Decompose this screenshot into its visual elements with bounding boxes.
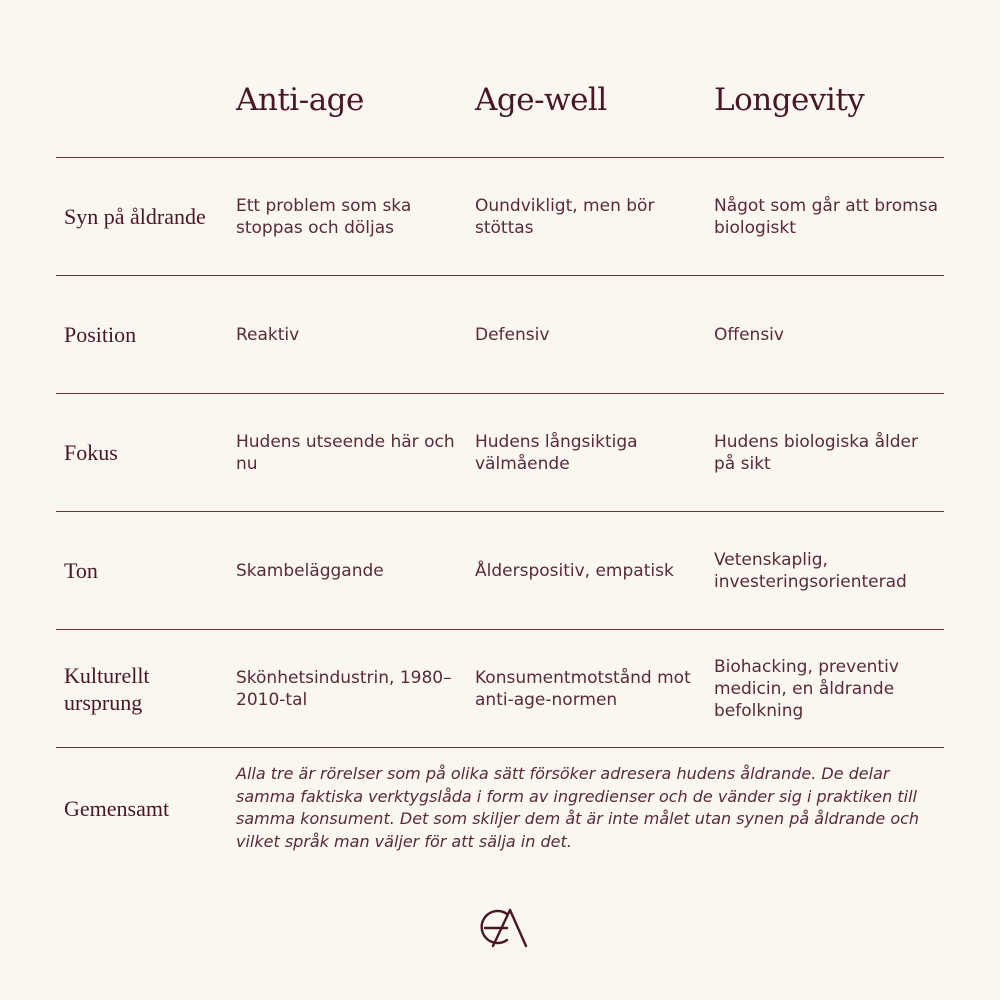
row-label: Kulturellt ursprung (64, 662, 150, 715)
table-row-fokus (56, 394, 944, 511)
row-label: Ton (64, 558, 98, 583)
cell-anti-age: Ett problem som ska stoppas och döljas (236, 195, 412, 238)
cell-anti-age: Skambeläggande (236, 560, 384, 581)
cell-age-well: Ålderspositiv, empatisk (475, 560, 674, 581)
row-label: Syn på åldrande (64, 204, 206, 229)
cell-age-well: Konsumentmotstånd mot anti-age-normen (475, 667, 691, 710)
cell-longevity: Hudens biologiska ålder på sikt (714, 431, 918, 474)
table-row-ton (56, 512, 944, 629)
table-row-position (56, 276, 944, 393)
cell-age-well: Hudens långsiktiga välmående (475, 431, 638, 474)
row-label: Position (64, 322, 137, 347)
cell-longevity: Biohacking, preventiv medicin, en åldrande befolkning (714, 656, 899, 721)
cell-anti-age: Hudens utseende här och nu (236, 431, 455, 474)
column-header-age-well: Age-well (475, 82, 607, 118)
common-description: Alla tre är rörelser som på olika sätt försöker adresera hudens åldrande. De delar samma faktiska verktygslåda i form av ingredienser och de vänder sig i praktiken till samma konsument. Det som skiljer dem åt är inte målet utan synen på åldrande och vilket språk man väljer för att sälja in det. (236, 764, 920, 851)
ga-monogram-icon (472, 906, 528, 950)
cell-anti-age: Reaktiv (236, 324, 300, 345)
cell-anti-age: Skönhetsindustrin, 1980–2010-tal (236, 667, 452, 710)
cell-longevity: Något som går att bromsa biologiskt (714, 195, 939, 238)
cell-age-well: Oundvikligt, men bör stöttas (475, 195, 655, 238)
table-row-gemensamt (56, 748, 944, 868)
cell-longevity: Vetenskaplig, investeringsorienterad (714, 549, 907, 592)
table-row-syn-pa-aldrande (56, 158, 944, 275)
table-row-kulturellt-ursprung (56, 630, 944, 747)
column-header-longevity: Longevity (714, 82, 865, 118)
cell-age-well: Defensiv (475, 324, 550, 345)
column-header-anti-age: Anti-age (236, 82, 364, 118)
row-label: Gemensamt (64, 795, 170, 821)
cell-longevity: Offensiv (714, 324, 784, 345)
row-label: Fokus (64, 440, 118, 465)
